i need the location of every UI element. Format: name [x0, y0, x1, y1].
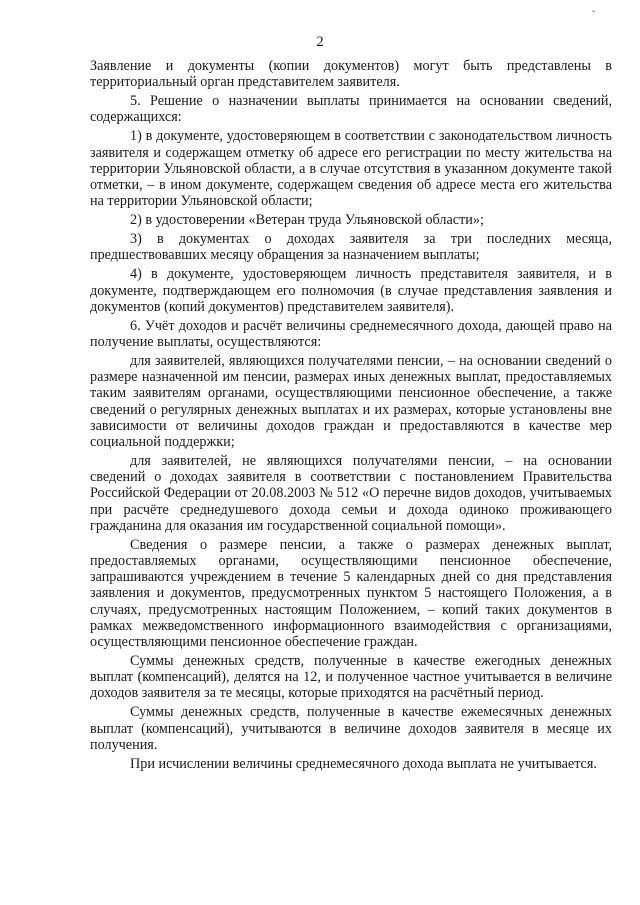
paragraph-annual-payments: Суммы денежных средств, полученные в качестве ежегодных денежных выплат (компенсаций), делятся на 12, и полученное частное учитывается в величине доходов заявителя за те месяцы, которые приходятся на расчётный период.	[90, 653, 612, 702]
paragraph-monthly-payments: Суммы денежных средств, полученные в качестве ежемесячных денежных выплат (компенсаций), учитываются в величине доходов заявителя в месяце их получения.	[90, 704, 612, 753]
paragraph-item-5: 5. Решение о назначении выплаты принимается на основании сведений, содержащихся:	[90, 93, 612, 126]
paragraph-non-pension-recipients: для заявителей, не являющихся получателями пенсии, – на основании сведений о доходах заявителя в соответствии с постановлением Правительства Российской Федерации от 20.08.2003 № 512 «О перечне видов доходов, учитываемых при расчёте среднедушевого дохода семьи и дохода одиноко проживающего гражданина для оказания им государственной социальной помощи».	[90, 453, 612, 534]
document-body	[90, 58, 612, 775]
paragraph-item-5-2: 2) в удостоверении «Ветеран труда Ульяновской области»;	[130, 212, 484, 229]
paragraph-pension-recipients: для заявителей, являющихся получателями пенсии, – на основании сведений о размере назначенной им пенсии, размерах иных денежных выплат, предоставляемых таким заявителям органами, осуществляющими пенсионное обеспечение, а также сведений о регулярных денежных выплатах и их размерах, которые установлены вне зависимости от величины доходов граждан и предоставляются в качестве мер социальной поддержки;	[90, 353, 612, 451]
paragraph-item-5-4: 4) в документе, удостоверяющем личность представителя заявителя, и в документе, подтверждающем его полномочия (в случае представления заявления и документов (копий документов) представителем заявителя).	[90, 266, 612, 315]
paragraph-pension-info-request: Сведения о размере пенсии, а также о размерах денежных выплат, предоставляемых органами, осуществляющими пенсионное обеспечение, запрашиваются учреждением в течение 5 календарных дней со дня представления заявления и документов, предусмотренных пунктом 5 настоящего Положения, а в случаях, предусмотренных настоящим Положением, – копий таких документов в рамках межведомственного информационного взаимодействия с организациями, осуществляющими пенсионное обеспечение граждан.	[90, 536, 612, 651]
paragraph-item-6: 6. Учёт доходов и расчёт величины среднемесячного дохода, дающей право на получение выплаты, осуществляются:	[90, 317, 612, 351]
scan-mark: ˇ	[592, 10, 596, 21]
page-number: 2	[316, 34, 324, 50]
paragraph-item-5-1: 1) в документе, удостоверяющем в соответствии с законодательством личность заявителя и содержащем отметку об адресе его регистрации по месту жительства на территории Ульяновской области, а в случае отсутствия в указанном документе такой отметки, – в ином документе, содержащем сведения об адресе места его жительства на территории Ульяновской области;	[90, 128, 612, 210]
paragraph-exclusion: При исчислении величины среднемесячного дохода выплата не учитывается.	[130, 755, 597, 772]
paragraph-continuation: Заявление и документы (копии документов) могут быть представлены в территориальный орган представителем заявителя.	[90, 58, 612, 91]
paragraph-item-5-3: 3) в документах о доходах заявителя за три последних месяца, предшествовавших месяцу обращения за назначением выплаты;	[90, 231, 612, 264]
